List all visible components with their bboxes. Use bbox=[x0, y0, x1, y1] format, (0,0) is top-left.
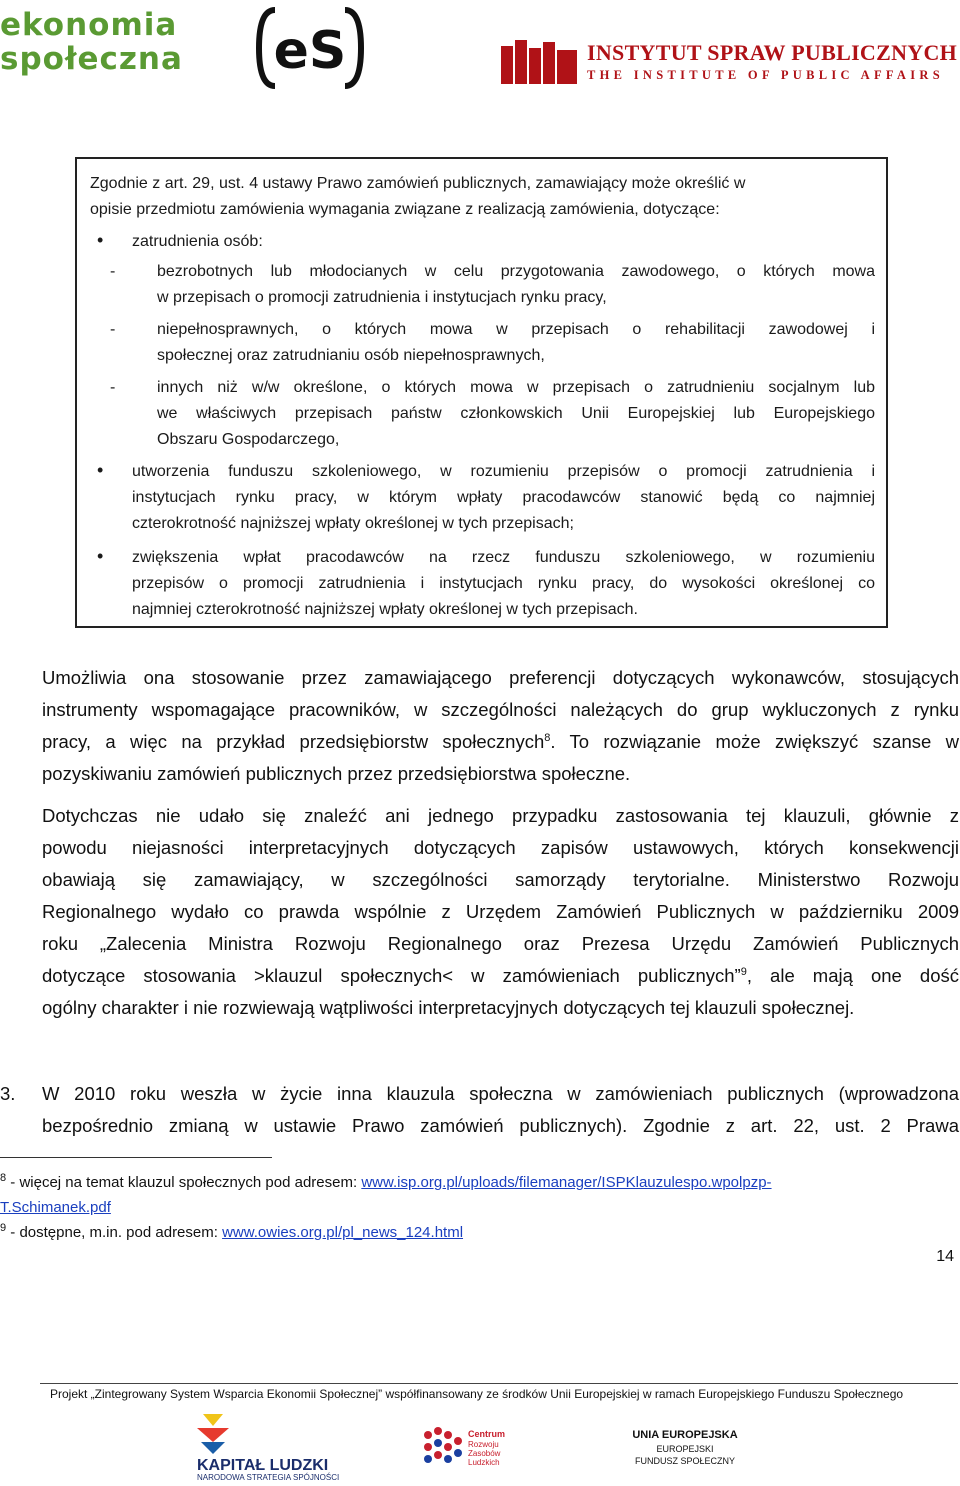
item3-line1: W 2010 roku weszła w życie inna klauzula społeczna w zamówieniach publicznych (wprowadzona bbox=[42, 1083, 959, 1104]
page-number: 14 bbox=[936, 1248, 954, 1265]
para2-line7: ogólny charakter i nie rozwiewają wątpliwości interpretacyjnych dotyczących tej klauzuli społecznej. bbox=[42, 997, 855, 1018]
box-intro-line2: opisie przedmiotu zamówienia wymagania związane z realizacją zamówienia, dotyczące: bbox=[90, 201, 720, 218]
es-logo-line1: ekonomia bbox=[0, 7, 178, 43]
kl-subtitle: NARODOWA STRATEGIA SPÓJNOŚCI bbox=[197, 1473, 340, 1482]
para1-line1: Umożliwia ona stosowanie przez zamawiającego preferencji dotyczących wykonawców, stosujących bbox=[42, 667, 959, 688]
footnote-8-link[interactable]: www.isp.org.pl/uploads/filemanager/ISPKlauzulespo.wpolpzp- bbox=[361, 1174, 772, 1191]
bullet-2-line3: czterokrotność najniższej wpłaty określonej w tych przepisach; bbox=[132, 515, 574, 532]
isp-name: INSTYTUT SPRAW PUBLICZNYCH bbox=[587, 40, 958, 65]
para2-line1: Dotychczas nie udało się znaleźć ani jednego przypadku zastosowania tej klauzuli, głównie z bbox=[42, 805, 959, 826]
es-logo-line2: społeczna bbox=[0, 41, 183, 77]
box-intro-line1: Zgodnie z art. 29, ust. 4 ustawy Prawo zamówień publicznych, zamawiający może określić w bbox=[90, 175, 746, 192]
dash-1-line1: bezrobotnych lub młodocianych w celu przygotowania zawodowego, o których mowa bbox=[157, 263, 875, 280]
dash-3-line1: innych niż w/w określone, o których mowa w przepisach o zatrudnieniu socjalnym lub bbox=[157, 379, 875, 396]
dash-icon: - bbox=[110, 321, 116, 338]
footnote-9-link[interactable]: www.owies.org.pl/pl_news_124.html bbox=[222, 1224, 464, 1241]
bullet-icon: • bbox=[97, 230, 104, 250]
item3-line2: bezpośrednio zmianą w ustawie Prawo zamówień publicznych). Zgodnie z art. 22, ust. 2 Prawa bbox=[42, 1115, 959, 1136]
footnote-8-cont bbox=[0, 1195, 111, 1220]
para2-line6-a: dotyczące stosowania >klauzul społecznych< w zamówieniach publicznych” bbox=[42, 965, 741, 986]
ue-line3: FUNDUSZ SPOŁECZNY bbox=[634, 1456, 736, 1466]
para2-line6-b: , ale mają one dość bbox=[746, 965, 959, 986]
isp-name-en: THE INSTITUTE OF PUBLIC AFFAIRS bbox=[587, 68, 944, 82]
footnote-9-text: - dostępne, m.in. pod adresem: bbox=[6, 1224, 223, 1241]
crzl-line3: Zasobów bbox=[468, 1449, 501, 1458]
crzl-line2: Rozwoju bbox=[468, 1440, 499, 1449]
para1-line3-a: pracy, a więc na przykład przedsiębiorstw społecznych bbox=[42, 731, 545, 752]
bullet-icon: • bbox=[97, 546, 104, 566]
ekonomia-spoleczna-logo bbox=[0, 2, 360, 94]
footer-project-text: Projekt „Zintegrowany System Wsparcia Ekonomii Społecznej” współfinansowany ze środków Unii Europejskiej w ramach Europejskiego Funduszu Społecznego bbox=[50, 1387, 904, 1401]
footnote-ref-9[interactable]: 9 bbox=[740, 965, 747, 978]
para2-line6 bbox=[42, 960, 959, 992]
bullet-3-line2: przepisów o promocji zatrudnienia i instytucjach rynku pracy, do wysokości określonej co bbox=[132, 575, 875, 592]
para2-line2: powodu niejasności interpretacyjnych dotyczących zapisów ustawowych, których konsekwencji bbox=[42, 837, 959, 858]
footnote-8-number: 8 bbox=[0, 1172, 7, 1184]
isp-flag-icon bbox=[501, 40, 581, 84]
bullet-1-text: zatrudnienia osób: bbox=[132, 233, 263, 250]
ue-line1: UNIA EUROPEJSKA bbox=[632, 1429, 738, 1441]
dash-1-line2: w przepisach o promocji zatrudnienia i instytucjach rynku pracy, bbox=[157, 289, 607, 306]
bullet-2-line2: instytucjach rynku pracy, w którym wpłaty pracodawców stanowić będą co najmniej bbox=[132, 489, 875, 506]
footer-separator bbox=[40, 1383, 958, 1384]
footnote-8-link-cont[interactable]: T.Schimanek.pdf bbox=[0, 1199, 111, 1216]
para2-line5: roku „Zalecenia Ministra Rozwoju Regionalnego oraz Prezesa Urzędu Zamówień Publicznych bbox=[42, 933, 959, 954]
ue-line2: EUROPEJSKI bbox=[656, 1444, 714, 1454]
dash-icon: - bbox=[110, 379, 116, 396]
footnote-ref-8[interactable]: 8 bbox=[544, 731, 551, 744]
para2-line4: Regionalnego wydało co prawda wspólnie z Urzędem Zamówień Publicznych w październiku 2009 bbox=[42, 901, 959, 922]
dash-3-line2: we właściwych przepisach państw członkowskich Unii Europejskiej lub Europejskiego bbox=[157, 405, 875, 422]
footnote-9 bbox=[0, 1220, 463, 1245]
es-mark-letters: eS bbox=[273, 21, 347, 81]
crzl-line4: Ludzkich bbox=[468, 1458, 500, 1467]
para1-line2: instrumenty wspomagające pracowników, w szczególności należących do grup wykluczonych z rynku bbox=[42, 699, 959, 720]
crzl-logo bbox=[422, 1425, 542, 1471]
footnote-separator bbox=[0, 1157, 272, 1158]
para1-line3-b: . To rozwiązanie może zwiększyć szanse w bbox=[550, 731, 959, 752]
footnote-8-text: - więcej na temat klauzul społecznych pod adresem: bbox=[6, 1174, 362, 1191]
item3-number: 3. bbox=[0, 1083, 16, 1104]
dash-2-line2: społecznej oraz zatrudnianiu osób niepełnosprawnych, bbox=[157, 347, 545, 364]
para2-line3: obawiają się zamawiający, w szczególności samorządy terytorialne. Ministerstwo Rozwoju bbox=[42, 869, 959, 890]
page-header bbox=[0, 0, 960, 100]
es-logo-mark bbox=[255, 2, 365, 94]
bullet-2-line1: utworzenia funduszu szkoleniowego, w rozumieniu przepisów o promocji zatrudnienia i bbox=[132, 463, 875, 480]
es-logo-text bbox=[0, 8, 183, 76]
bullet-3-line3: najmniej czterokrotność najniższej wpłaty określonej w tych przepisach. bbox=[132, 601, 638, 618]
footnote-8 bbox=[0, 1170, 772, 1195]
dash-2-line1: niepełnosprawnych, o których mowa w przepisach o rehabilitacji zawodowej i bbox=[157, 321, 875, 338]
isp-logo bbox=[501, 38, 956, 88]
law-excerpt-box bbox=[75, 157, 888, 628]
crzl-line1: Centrum bbox=[468, 1429, 506, 1439]
para1-line3 bbox=[42, 726, 959, 758]
bullet-icon: • bbox=[97, 460, 104, 480]
footnote-9-number: 9 bbox=[0, 1222, 7, 1234]
dash-icon: - bbox=[110, 263, 116, 280]
kl-title: KAPITAŁ LUDZKI bbox=[197, 1457, 329, 1474]
bullet-3-line1: zwiększenia wpłat pracodawców na rzecz funduszu szkoleniowego, w rozumieniu bbox=[132, 549, 875, 566]
kapital-ludzki-logo bbox=[195, 1412, 380, 1482]
para1-line4: pozyskiwaniu zamówień publicznych przez przedsiębiorstwa społeczne. bbox=[42, 763, 631, 784]
dash-3-line3: Obszaru Gospodarczego, bbox=[157, 431, 340, 448]
unia-europejska-logo bbox=[600, 1420, 770, 1476]
